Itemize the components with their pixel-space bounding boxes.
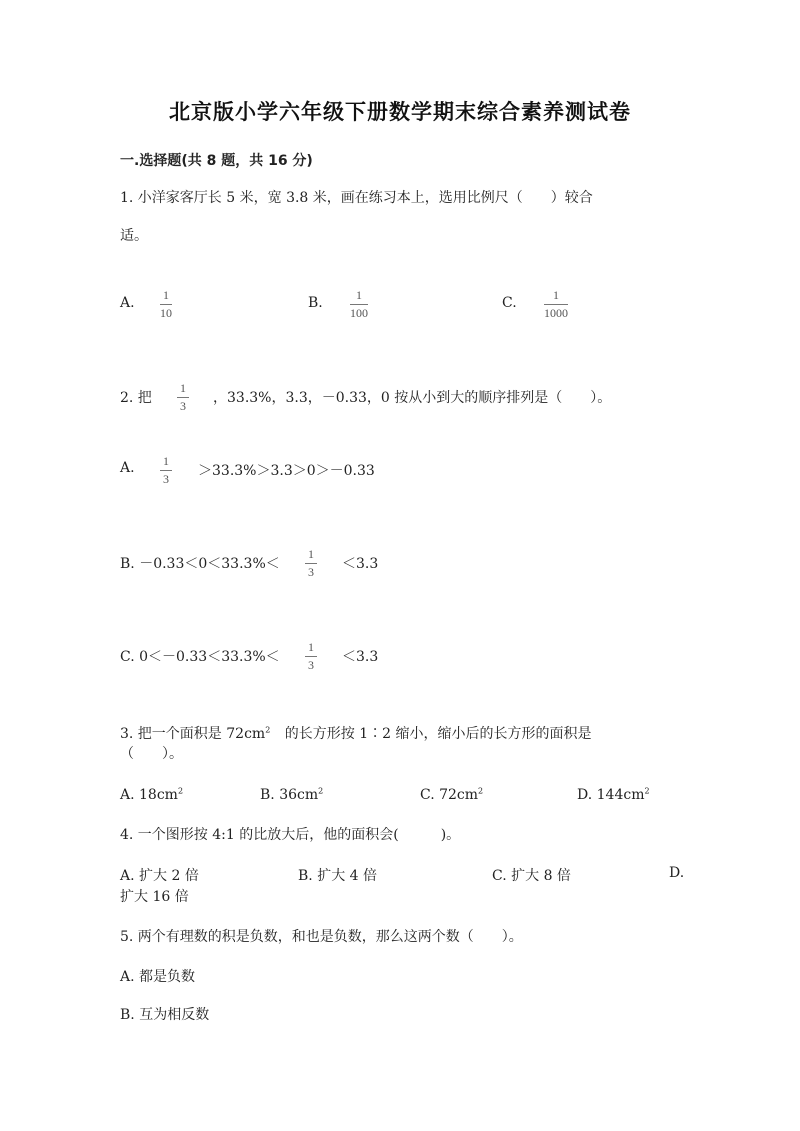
fraction-numerator: 1 bbox=[180, 381, 186, 395]
fraction-bar bbox=[305, 656, 317, 657]
q3-text-line1 bbox=[120, 724, 591, 744]
fraction-denominator: 3 bbox=[180, 399, 186, 413]
fraction-numerator: 1 bbox=[163, 288, 169, 302]
fraction-numerator: 1 bbox=[163, 454, 169, 468]
fraction-denominator: 10 bbox=[160, 306, 172, 320]
fraction-numerator: 1 bbox=[308, 547, 314, 561]
fraction-denominator: 3 bbox=[163, 472, 169, 486]
fraction-bar bbox=[160, 304, 172, 305]
q1-option-a-fraction bbox=[160, 288, 172, 320]
unit-superscript: 2 bbox=[318, 786, 324, 796]
q1-text-line2: 适。 bbox=[120, 228, 148, 244]
q1-option-c-label: C. bbox=[502, 295, 517, 311]
q3-text-part1: 3. 把一个面积是 72cm bbox=[120, 726, 266, 742]
q5-option-b: B. 互为相反数 bbox=[120, 1007, 210, 1023]
fraction-numerator: 1 bbox=[553, 288, 559, 302]
q2-suffix: ，33.3%，3.3，－0.33，0 按从小到大的顺序排列是（ ）。 bbox=[213, 390, 612, 406]
q4-text: 4. 一个图形按 4:1 的比放大后，他的面积会( )。 bbox=[120, 827, 461, 843]
option-text: D. 144cm bbox=[577, 787, 645, 803]
fraction-bar bbox=[160, 470, 172, 471]
q2-option-a-text: ＞33.3%＞3.3＞0＞－0.33 bbox=[198, 463, 375, 479]
q5-option-a: A. 都是负数 bbox=[120, 969, 196, 985]
q2-option-a-fraction bbox=[160, 454, 172, 486]
q3-text-line2: （ ）。 bbox=[120, 746, 183, 762]
q5-text: 5. 两个有理数的积是负数，和也是负数，那么这两个数（ ）。 bbox=[120, 929, 523, 945]
q2-option-b-fraction bbox=[305, 547, 317, 579]
q4-option-c: C. 扩大 8 倍 bbox=[492, 868, 571, 884]
page-title: 北京版小学六年级下册数学期末综合素养测试卷 bbox=[169, 100, 631, 124]
unit-superscript: 2 bbox=[478, 786, 484, 796]
q4-option-a: A. 扩大 2 倍 bbox=[120, 868, 199, 884]
q3-option-c bbox=[420, 787, 483, 803]
unit-superscript: 2 bbox=[177, 786, 184, 796]
q2-prefix: 2. 把 bbox=[120, 390, 152, 406]
q3-option-d bbox=[577, 787, 650, 803]
q4-option-d-text: 扩大 16 倍 bbox=[120, 889, 189, 905]
option-text: A. 18cm bbox=[120, 787, 178, 803]
q4-option-d-label: D. bbox=[669, 865, 685, 881]
q1-option-b-label: B. bbox=[308, 295, 323, 311]
q2-option-c-text-after: ＜3.3 bbox=[342, 649, 379, 665]
q3-option-b bbox=[260, 787, 323, 803]
q2-option-c-fraction bbox=[305, 640, 317, 672]
q3-text-part2: 的长方形按 1∶2 缩小，缩小后的长方形的面积是 bbox=[284, 726, 592, 742]
section-heading: 一.选择题(共 8 题，共 16 分) bbox=[120, 153, 313, 169]
q2-fraction bbox=[177, 381, 189, 413]
fraction-denominator: 3 bbox=[308, 658, 314, 672]
q4-option-b: B. 扩大 4 倍 bbox=[298, 868, 377, 884]
q2-option-c-text-before: C. 0＜－0.33＜33.3%＜ bbox=[120, 649, 280, 665]
q2-option-a-label: A. bbox=[120, 460, 135, 476]
unit-superscript: 2 bbox=[644, 786, 650, 796]
option-text: B. 36cm bbox=[260, 787, 319, 803]
q3-unit-superscript: 2 bbox=[265, 725, 271, 735]
fraction-bar bbox=[544, 304, 568, 305]
fraction-denominator: 100 bbox=[350, 306, 368, 320]
fraction-numerator: 1 bbox=[308, 640, 314, 654]
fraction-numerator: 1 bbox=[356, 288, 362, 302]
q3-option-a bbox=[120, 787, 183, 803]
q1-option-b-fraction bbox=[350, 288, 368, 320]
q2-option-b-text-before: B. －0.33＜0＜33.3%＜ bbox=[120, 556, 280, 572]
fraction-bar bbox=[305, 563, 317, 564]
fraction-denominator: 3 bbox=[308, 565, 314, 579]
q1-option-a-label: A. bbox=[120, 295, 135, 311]
fraction-bar bbox=[177, 397, 189, 398]
q1-text-line1: 1. 小洋家客厅长 5 米，宽 3.8 米，画在练习本上，选用比例尺（ ）较合 bbox=[120, 190, 593, 206]
fraction-denominator: 1000 bbox=[544, 306, 568, 320]
fraction-bar bbox=[350, 304, 368, 305]
q2-option-b-text-after: ＜3.3 bbox=[342, 556, 379, 572]
option-text: C. 72cm bbox=[420, 787, 479, 803]
q1-option-c-fraction bbox=[544, 288, 568, 320]
